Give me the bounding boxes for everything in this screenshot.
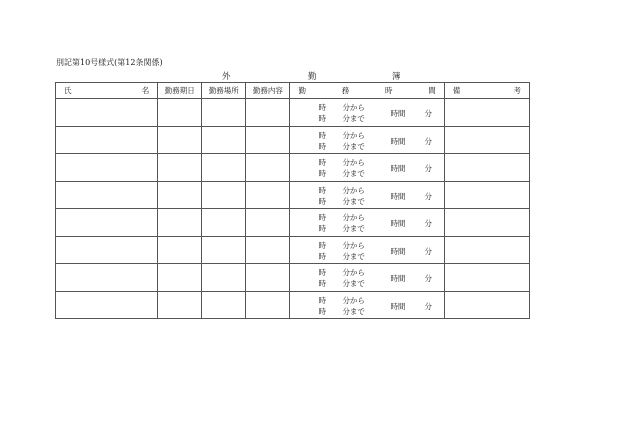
to-minute-label: 分まで: [342, 279, 365, 289]
duration-hour-label: 時間: [390, 246, 406, 256]
duration-minute-label: 分: [424, 191, 432, 201]
to-minute-label: 分まで: [342, 224, 365, 234]
duration-minute-label: 分: [424, 136, 432, 146]
from-minute-label: 分から: [342, 103, 365, 113]
from-minute-label: 分から: [342, 295, 365, 305]
duration-hour-label: 時間: [390, 109, 406, 119]
cell-name[interactable]: [56, 291, 158, 319]
duration-minute-label: 分: [424, 246, 432, 256]
cell-hours[interactable]: [290, 236, 444, 264]
header-row: [56, 83, 530, 99]
duration-minute-label: 分: [424, 109, 432, 119]
to-minute-label: 分まで: [342, 306, 365, 316]
title-char-2: 勤: [308, 72, 317, 82]
header-hours-char-2: 務: [341, 86, 350, 95]
header-hours: [290, 83, 444, 99]
title-char-3: 簿: [392, 72, 401, 82]
cell-date[interactable]: [158, 126, 202, 154]
cell-name[interactable]: [56, 99, 158, 127]
header-date: 勤務期日: [158, 83, 202, 99]
cell-place[interactable]: [202, 236, 246, 264]
header-hours-char-4: 間: [428, 86, 436, 95]
cell-date[interactable]: [158, 209, 202, 237]
table-row: [56, 126, 530, 154]
to-minute-label: 分まで: [342, 196, 365, 206]
from-minute-label: 分から: [342, 240, 365, 250]
from-hour-label: 時: [318, 295, 326, 305]
from-minute-label: 分から: [342, 268, 365, 278]
from-hour-label: 時: [318, 158, 326, 168]
cell-hours[interactable]: [290, 209, 444, 237]
duration-minute-label: 分: [424, 219, 432, 229]
to-hour-label: 時: [318, 141, 326, 151]
table-row: [56, 209, 530, 237]
cell-content[interactable]: [246, 99, 290, 127]
from-minute-label: 分から: [342, 158, 365, 168]
form-id: 別記第10号様式(第12条関係): [56, 58, 163, 67]
cell-content[interactable]: [246, 291, 290, 319]
duration-hour-label: 時間: [390, 136, 406, 146]
cell-hours[interactable]: [290, 264, 444, 292]
duration-hour-label: 時間: [390, 219, 406, 229]
cell-place[interactable]: [202, 291, 246, 319]
table-row: [56, 291, 530, 319]
duration-hour-label: 時間: [390, 191, 406, 201]
to-hour-label: 時: [318, 251, 326, 261]
cell-content[interactable]: [246, 264, 290, 292]
duration-hour-label: 時間: [390, 164, 406, 174]
header-notes: [444, 83, 529, 99]
cell-place[interactable]: [202, 264, 246, 292]
table-row: [56, 236, 530, 264]
cell-place[interactable]: [202, 154, 246, 182]
header-notes-char-2: 考: [513, 86, 521, 95]
from-hour-label: 時: [318, 240, 326, 250]
from-hour-label: 時: [318, 268, 326, 278]
cell-name[interactable]: [56, 209, 158, 237]
header-notes-char-1: 備: [452, 86, 461, 95]
from-hour-label: 時: [318, 185, 326, 195]
cell-notes[interactable]: [444, 99, 529, 127]
table-row: [56, 99, 530, 127]
from-minute-label: 分から: [342, 185, 365, 195]
cell-content[interactable]: [246, 126, 290, 154]
cell-notes[interactable]: [444, 264, 529, 292]
cell-notes[interactable]: [444, 291, 529, 319]
cell-content[interactable]: [246, 181, 290, 209]
from-hour-label: 時: [318, 103, 326, 113]
to-hour-label: 時: [318, 279, 326, 289]
to-hour-label: 時: [318, 196, 326, 206]
header-name-char-1: 氏: [64, 86, 72, 95]
cell-place[interactable]: [202, 99, 246, 127]
cell-date[interactable]: [158, 154, 202, 182]
cell-place[interactable]: [202, 126, 246, 154]
cell-date[interactable]: [158, 236, 202, 264]
header-place: 勤務場所: [202, 83, 246, 99]
table-row: [56, 181, 530, 209]
attendance-table: [55, 82, 530, 319]
cell-hours[interactable]: [290, 99, 444, 127]
cell-place[interactable]: [202, 209, 246, 237]
duration-minute-label: 分: [424, 164, 432, 174]
to-minute-label: 分まで: [342, 251, 365, 261]
cell-date[interactable]: [158, 291, 202, 319]
to-minute-label: 分まで: [342, 141, 365, 151]
cell-name[interactable]: [56, 126, 158, 154]
header-hours-char-3: 時: [384, 86, 393, 95]
duration-minute-label: 分: [424, 274, 432, 284]
cell-hours[interactable]: [290, 291, 444, 319]
to-hour-label: 時: [318, 169, 326, 179]
cell-name[interactable]: [56, 264, 158, 292]
cell-hours[interactable]: [290, 181, 444, 209]
cell-hours[interactable]: [290, 126, 444, 154]
table-row: [56, 154, 530, 182]
to-hour-label: 時: [318, 114, 326, 124]
header-hours-char-1: 勤: [298, 86, 306, 95]
cell-name[interactable]: [56, 181, 158, 209]
cell-content[interactable]: [246, 209, 290, 237]
duration-minute-label: 分: [424, 301, 432, 311]
to-hour-label: 時: [318, 224, 326, 234]
cell-content[interactable]: [246, 236, 290, 264]
from-hour-label: 時: [318, 130, 326, 140]
to-minute-label: 分まで: [342, 169, 365, 179]
cell-notes[interactable]: [444, 236, 529, 264]
title-char-1: 外: [222, 72, 231, 82]
cell-notes[interactable]: [444, 126, 529, 154]
cell-name[interactable]: [56, 236, 158, 264]
cell-date[interactable]: [158, 181, 202, 209]
table-row: [56, 264, 530, 292]
from-minute-label: 分から: [342, 130, 365, 140]
header-name: [56, 83, 158, 99]
cell-content[interactable]: [246, 154, 290, 182]
cell-hours[interactable]: [290, 154, 444, 182]
cell-notes[interactable]: [444, 209, 529, 237]
cell-date[interactable]: [158, 264, 202, 292]
header-name-char-2: 名: [141, 86, 150, 95]
cell-name[interactable]: [56, 154, 158, 182]
cell-place[interactable]: [202, 181, 246, 209]
from-minute-label: 分から: [342, 213, 365, 223]
to-hour-label: 時: [318, 306, 326, 316]
to-minute-label: 分まで: [342, 114, 365, 124]
duration-hour-label: 時間: [390, 301, 406, 311]
header-content: 勤務内容: [246, 83, 290, 99]
cell-date[interactable]: [158, 99, 202, 127]
from-hour-label: 時: [318, 213, 326, 223]
cell-notes[interactable]: [444, 181, 529, 209]
cell-notes[interactable]: [444, 154, 529, 182]
duration-hour-label: 時間: [390, 274, 406, 284]
